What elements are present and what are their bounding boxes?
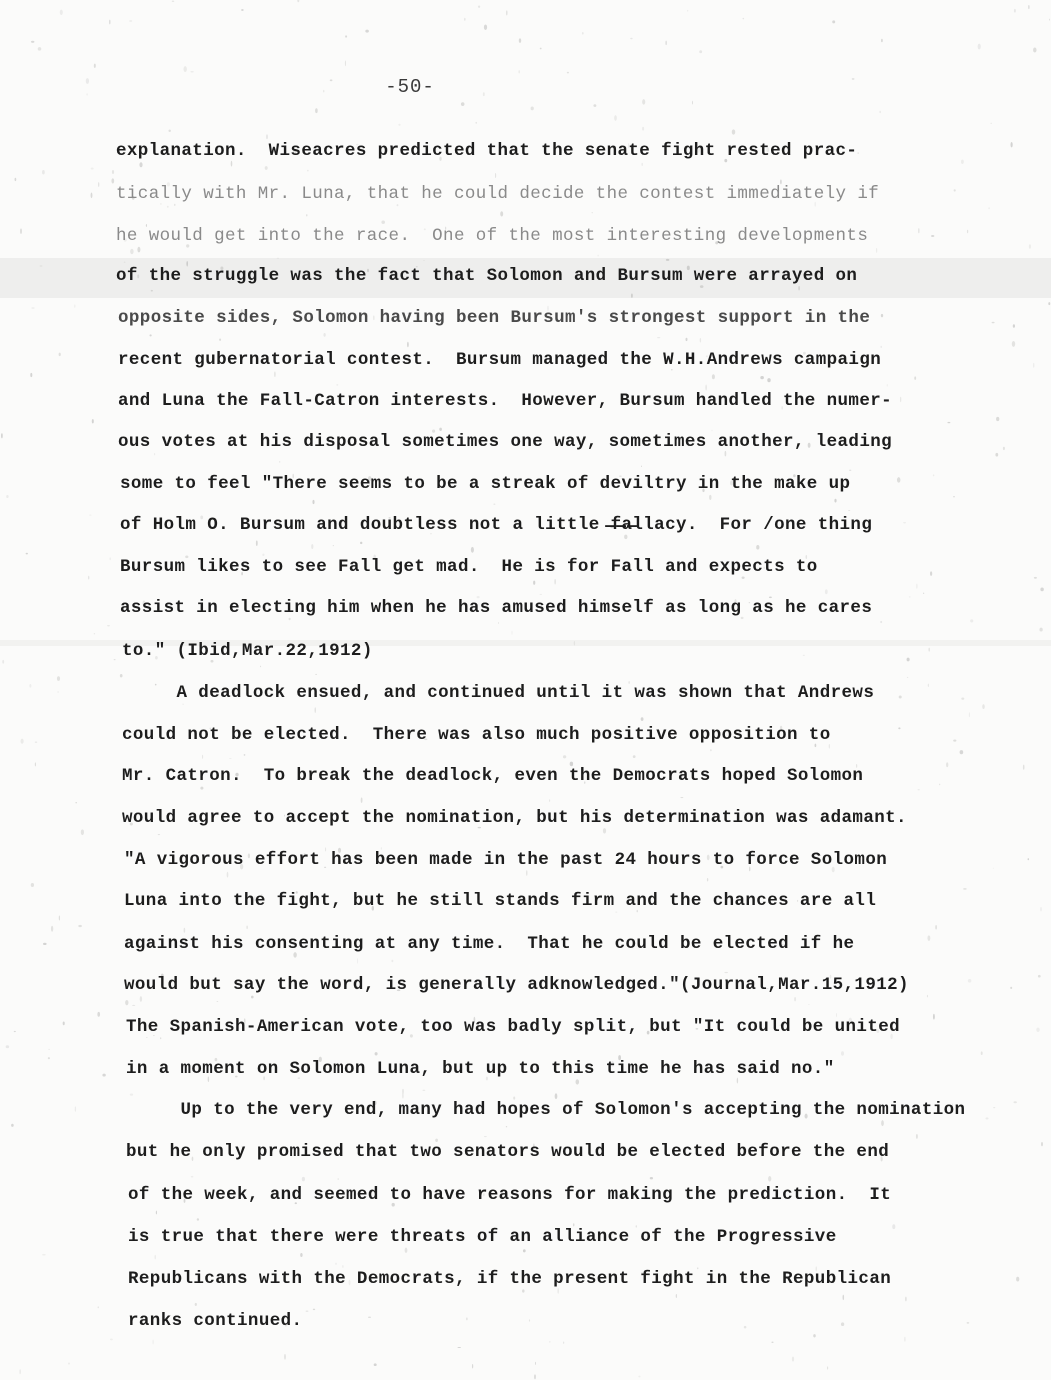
text-line: to." (Ibid,Mar.22,1912)	[122, 641, 373, 661]
text-line: recent gubernatorial contest. Bursum managed the W.H.Andrews campaign	[118, 350, 882, 370]
text-line: ranks continued.	[128, 1311, 303, 1331]
page-number: -50-	[385, 76, 435, 98]
text-line: would agree to accept the nomination, but his determination was adamant.	[122, 808, 907, 828]
text-line: explanation. Wiseacres predicted that the senate fight rested prac-	[116, 141, 858, 161]
text-line: but he only promised that two senators would be elected before the end	[126, 1142, 890, 1162]
text-line: some to feel "There seems to be a streak of deviltry in the make up	[120, 474, 851, 494]
text-line: tically with Mr. Luna, that he could decide the contest immediately if	[116, 184, 880, 204]
text-line: Luna into the fight, but he still stands firm and the chances are all	[124, 891, 877, 911]
text-line: of the struggle was the fact that Solomon and Bursum were arrayed on	[116, 266, 858, 286]
text-line: Bursum likes to see Fall get mad. He is for Fall and expects to	[120, 557, 818, 577]
text-line: is true that there were threats of an alliance of the Progressive	[128, 1227, 837, 1247]
text-line: assist in electing him when he has amused himself as long as he cares	[120, 598, 873, 618]
text-line: of Holm O. Bursum and doubtless not a little ̶f̶a̶llacy. For /one thing	[120, 515, 873, 535]
text-line: The Spanish-American vote, too was badly split, but "It could be united	[126, 1017, 901, 1037]
text-line: he would get into the race. One of the most interesting developments	[116, 226, 869, 246]
text-line: opposite sides, Solomon having been Bursum's strongest support in the	[118, 308, 871, 328]
text-line: could not be elected. There was also much positive opposition to	[122, 725, 831, 745]
text-line: Republicans with the Democrats, if the present fight in the Republican	[128, 1269, 892, 1289]
text-line: would but say the word, is generally adknowledged."(Journal,Mar.15,1912)	[124, 975, 909, 995]
text-line: A deadlock ensued, and continued until it was shown that Andrews	[122, 683, 875, 703]
text-line: of the week, and seemed to have reasons for making the prediction. It	[128, 1185, 892, 1205]
text-line: Mr. Catron. To break the deadlock, even the Democrats hoped Solomon	[122, 766, 864, 786]
text-line: against his consenting at any time. That he could be elected if he	[124, 934, 855, 954]
text-line: and Luna the Fall-Catron interests. However, Bursum handled the numer-	[118, 391, 893, 411]
text-line: "A vigorous effort has been made in the past 24 hours to force Solomon	[124, 850, 888, 870]
text-line: Up to the very end, many had hopes of Solomon's accepting the nomination	[126, 1100, 966, 1120]
text-line: in a moment on Solomon Luna, but up to this time he has said no."	[126, 1059, 835, 1079]
text-line: ous votes at his disposal sometimes one way, sometimes another, leading	[118, 432, 893, 452]
